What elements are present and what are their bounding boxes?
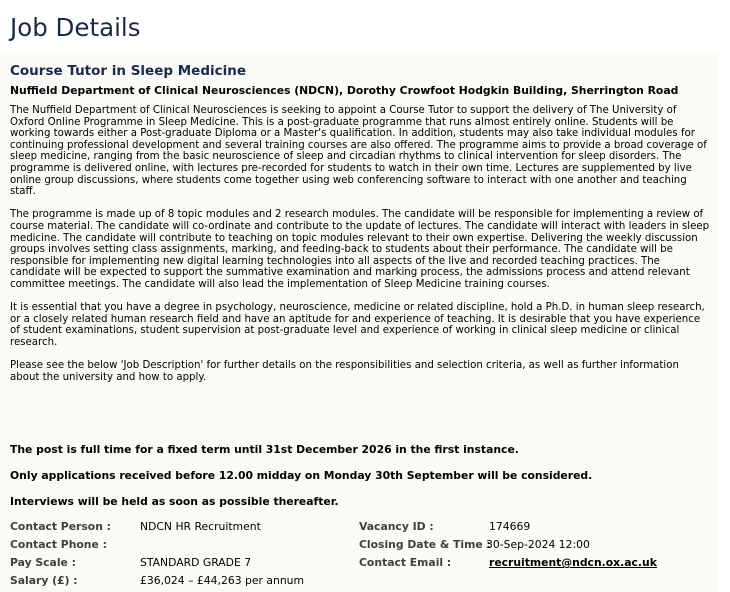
- page-title: Job Details: [10, 13, 141, 42]
- vacancy-id-value: 174669: [489, 520, 531, 533]
- description-paragraph-2: The programme is made up of 8 topic modules and 2 research modules. The candidate will be responsible for implementing a review of course material. The candidate will co-ordinate and contribute to the update of lectures. The candidate will interact with leaders in sleep medicine. The candidate will contribute to teaching on topic modules relevant to their own expertise. Delivering the weekly discussion groups involves setting class assignments, marking, and feeding-back to students about their performance. The candidate will be responsible for implementing new digital learning technologies into all aspects of the live and recorded teaching practices. The candidate will be expected to support the summative examination and marking process, the admissions process and attend relevant committee meetings. The candidate will also lead the implementation of Sleep Medicine training courses.: [10, 209, 710, 290]
- job-title: Course Tutor in Sleep Medicine: [10, 63, 247, 79]
- description-paragraph-3: It is essential that you have a degree in psychology, neuroscience, medicine or related discipline, hold a Ph.D. in human sleep research, or a closely related human research field and have an aptitude for and experience of teaching. It is desirable that you have experience of student examinations, student supervision at post-graduate level and experience of working in clinical sleep medicine or clinical research.: [10, 302, 705, 348]
- description-paragraph-4: Please see the below 'Job Description' for further details on the responsibilities and selection criteria, as well as further information about the university and how to apply.: [10, 360, 679, 383]
- contact-email-label: Contact Email :: [359, 556, 452, 569]
- salary-value: £36,024 – £44,263 per annum: [140, 574, 305, 587]
- salary-label: Salary (£) :: [10, 574, 78, 587]
- term-note: The post is full time for a fixed term until 31st December 2026 in the first instance.: [10, 443, 519, 456]
- pay-scale-label: Pay Scale :: [10, 556, 76, 569]
- description-paragraph-1: The Nuffield Department of Clinical Neurosciences is seeking to appoint a Course Tutor to support the delivery of The University of Oxford Online Programme in Sleep Medicine. This is a post-graduate programme that runs almost entirely online. Students will be working towards either a Post-graduate Diploma or a Master's qualification. In addition, students may also take individual modules for continuing professional development and several training courses are also offered. The programme aims to provide a broad coverage of sleep medicine, ranging from the basic neuroscience of sleep and circadian rhythms to clinical intervention for sleep disorders. The programme is delivered online, with lectures pre-recorded for students to watch in their own time. Lectures are supplemented by live online group discussions, where students come together using web conferencing software to interact with one another and teaching staff.: [10, 105, 707, 198]
- job-description: [10, 105, 710, 395]
- interview-note: Interviews will be held as soon as possible thereafter.: [10, 495, 339, 508]
- deadline-note: Only applications received before 12.00 midday on Monday 30th September will be considered.: [10, 469, 593, 482]
- contact-phone-label: Contact Phone :: [10, 538, 107, 551]
- vacancy-id-label: Vacancy ID :: [359, 520, 434, 533]
- contact-person-value: NDCN HR Recruitment: [140, 520, 261, 533]
- contact-email-value: [489, 554, 657, 572]
- job-details-panel: [0, 52, 718, 592]
- closing-date-value: 30-Sep-2024 12:00: [486, 538, 590, 551]
- pay-scale-value: STANDARD GRADE 7: [140, 556, 252, 569]
- job-location: Nuffield Department of Clinical Neurosciences (NDCN), Dorothy Crowfoot Hodgkin Building, Sherrington Road: [10, 84, 679, 97]
- contact-email-link[interactable]: recruitment@ndcn.ox.ac.uk: [489, 556, 657, 569]
- closing-date-label: Closing Date & Time :: [359, 538, 491, 551]
- contact-person-label: Contact Person :: [10, 520, 111, 533]
